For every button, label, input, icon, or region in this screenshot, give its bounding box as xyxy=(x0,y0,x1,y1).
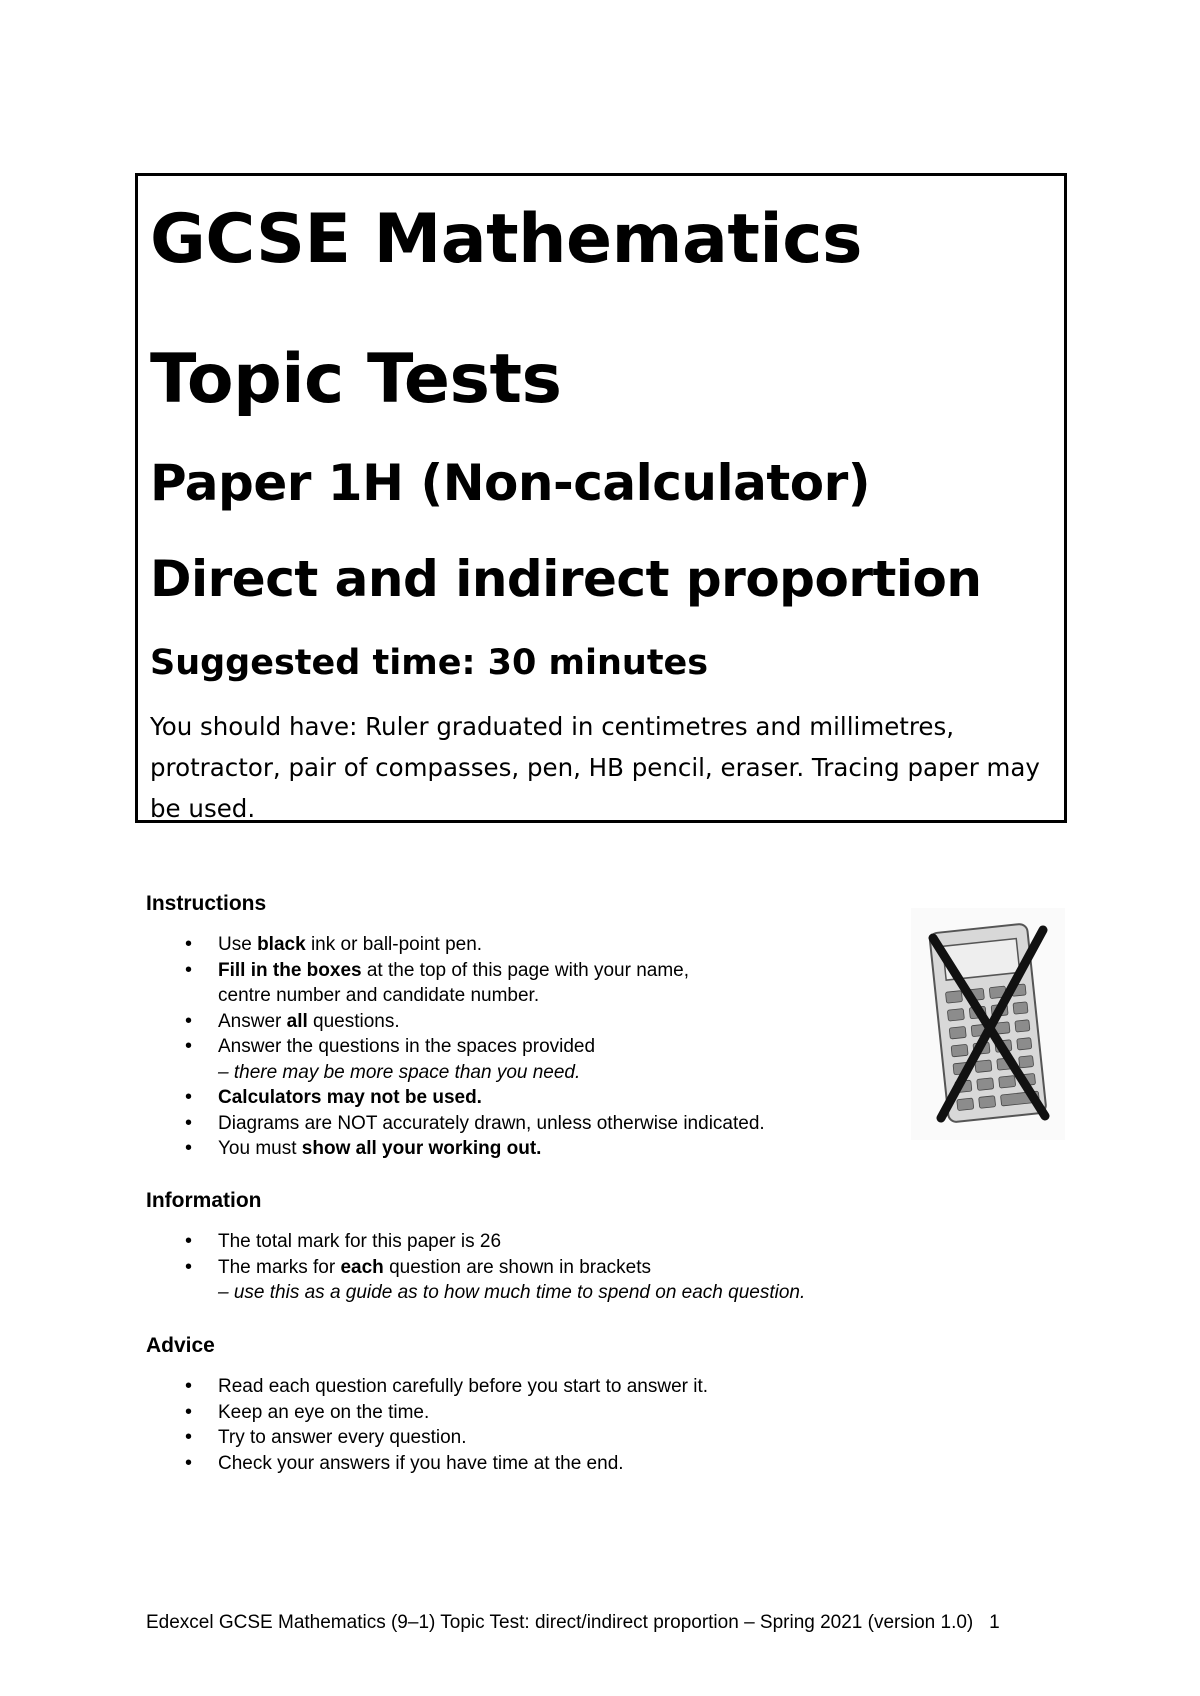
topic-title: Direct and indirect proportion xyxy=(150,550,982,608)
list-item: • The total mark for this paper is 26 xyxy=(146,1229,966,1255)
list-item: • Diagrams are NOT accurately drawn, unless otherwise indicated. xyxy=(146,1111,966,1137)
page-footer xyxy=(146,1612,1000,1634)
paper-title: Paper 1H (Non-calculator) xyxy=(150,454,871,512)
information-heading: Information xyxy=(146,1189,262,1212)
list-item: • Use black ink or ball-point pen. xyxy=(146,932,966,958)
instructions-section xyxy=(146,893,966,1162)
crossed-out-calculator-icon xyxy=(911,908,1065,1140)
footer-text: Edexcel GCSE Mathematics (9–1) Topic Test: direct/indirect proportion – Spring 2021 (version 1.0) xyxy=(146,1612,974,1633)
instructions-heading: Instructions xyxy=(146,892,267,915)
title-box xyxy=(135,173,1067,823)
list-item: • The marks for each question are shown in brackets – use this as a guide as to how much time to spend on each question. xyxy=(146,1255,966,1306)
advice-list xyxy=(146,1374,966,1476)
instructions-list xyxy=(146,932,966,1162)
title-line-2: Topic Tests xyxy=(150,340,562,419)
advice-heading: Advice xyxy=(146,1334,215,1357)
list-item: • Calculators may not be used. xyxy=(146,1085,966,1111)
list-item: • Answer all questions. xyxy=(146,1009,966,1035)
information-section xyxy=(146,1190,966,1306)
list-item: • Read each question carefully before you start to answer it. xyxy=(146,1374,966,1400)
title-line-1: GCSE Mathematics xyxy=(150,200,863,279)
page-number: 1 xyxy=(989,1612,1000,1633)
advice-section xyxy=(146,1335,966,1476)
list-item: • Fill in the boxes at the top of this page with your name, centre number and candidate number. xyxy=(146,958,966,1009)
suggested-time: Suggested time: 30 minutes xyxy=(150,643,709,683)
list-item: • Try to answer every question. xyxy=(146,1425,966,1451)
list-item: • You must show all your working out. xyxy=(146,1136,966,1162)
information-list xyxy=(146,1229,966,1306)
list-item: • Check your answers if you have time at the end. xyxy=(146,1451,966,1477)
list-item: • Answer the questions in the spaces provided – there may be more space than you need. xyxy=(146,1034,966,1085)
equipment-text: You should have: Ruler graduated in centimetres and millimetres, protractor, pair of compasses, pen, HB pencil, eraser. Tracing paper may be used. xyxy=(150,712,1040,823)
list-item: • Keep an eye on the time. xyxy=(146,1400,966,1426)
